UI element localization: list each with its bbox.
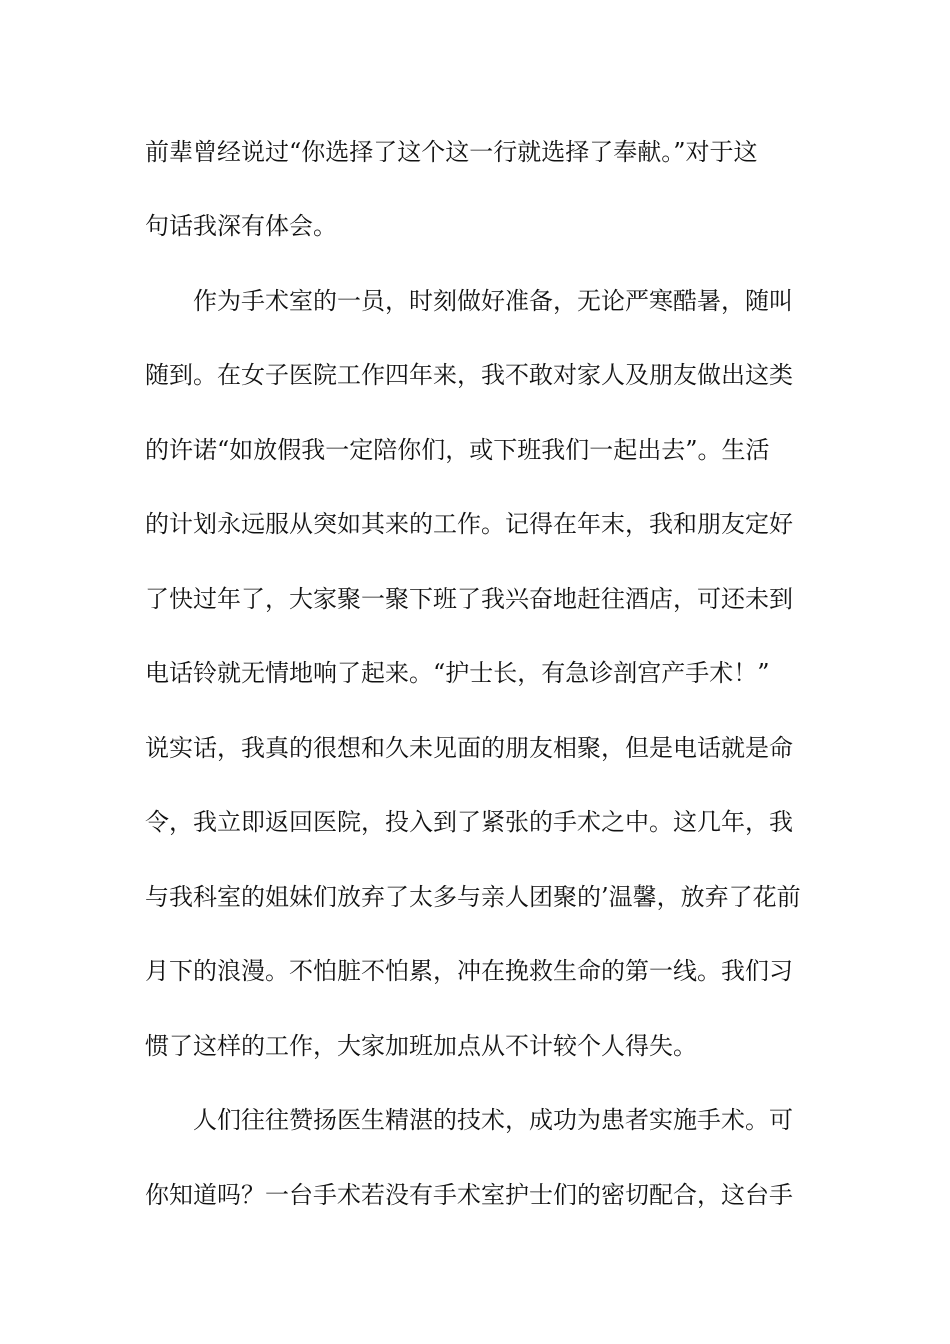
text-line: 前辈曾经说过“你选择了这个这一行就选择了奉献。”对于这 xyxy=(145,138,758,166)
paragraph-start-line: 作为手术室的一员，时刻做好准备，无论严寒酷暑，随叫 xyxy=(193,287,793,315)
text-line: 随到。在女子医院工作四年来，我不敢对家人及朋友做出这类 xyxy=(145,361,793,389)
text-line: 句话我深有体会。 xyxy=(145,212,337,240)
text-line: 惯了这样的工作，大家加班加点从不计较个人得失。 xyxy=(145,1032,697,1060)
text-line: 说实话，我真的很想和久未见面的朋友相聚，但是电话就是命 xyxy=(145,734,793,762)
text-line: 你知道吗？一台手术若没有手术室护士们的密切配合，这台手 xyxy=(145,1181,793,1209)
text-line: 月下的浪漫。不怕脏不怕累，冲在挽救生命的第一线。我们习 xyxy=(145,957,793,985)
text-line: 与我科室的姐妹们放弃了太多与亲人团聚的’温馨，放弃了花前 xyxy=(145,883,801,911)
text-line: 令，我立即返回医院，投入到了紧张的手术之中。这几年，我 xyxy=(145,808,793,836)
text-line: 的计划永远服从突如其来的工作。记得在年末，我和朋友定好 xyxy=(145,510,793,538)
paragraph-start-line: 人们往往赞扬医生精湛的技术，成功为患者实施手术。可 xyxy=(193,1106,793,1134)
text-line: 的许诺“如放假我一定陪你们，或下班我们一起出去”。生活 xyxy=(145,436,770,464)
text-line: 电话铃就无情地响了起来。“护士长，有急诊剖宫产手术！” xyxy=(145,659,770,687)
text-line: 了快过年了，大家聚一聚下班了我兴奋地赶往酒店，可还未到 xyxy=(145,585,793,613)
